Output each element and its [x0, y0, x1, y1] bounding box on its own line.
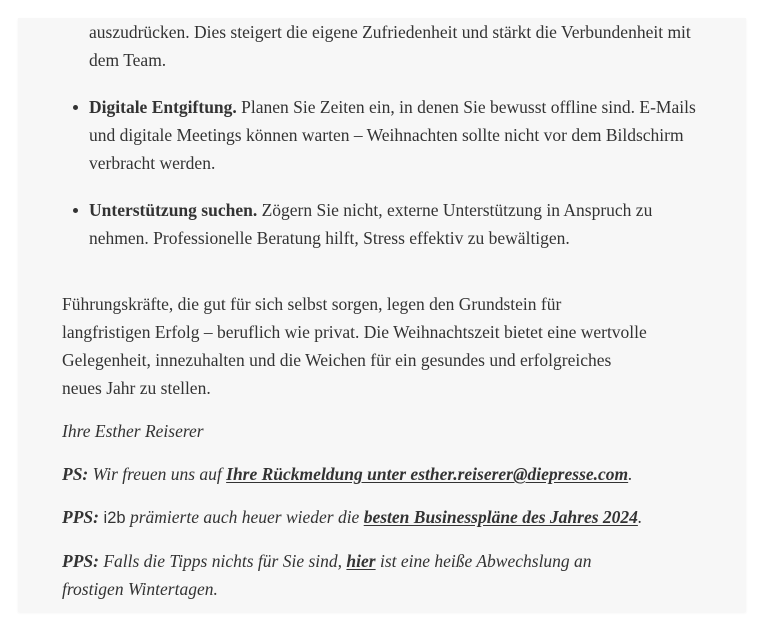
list-item	[62, 196, 702, 252]
summary-paragraph: Führungskräfte, die gut für sich selbst sorgen, legen den Grundstein für langfristigen Erfolg – beruflich wie privat. Die Weihnachtszeit bietet eine wertvolle Gelegenheit, innezuhalten und die Weichen für ein gesundes und erfolgreiches neues Jahr zu stellen.	[62, 294, 647, 398]
pps-end: ist eine heiße Abwechslung an frostigen Wintertagen.	[62, 551, 592, 599]
bullet-icon	[73, 208, 78, 213]
pps-text: Falls die Tipps nichts für Sie sind,	[98, 551, 347, 571]
list-item-text: Zögern Sie nicht, externe Unterstützung in Anspruch zu nehmen. Professionelle Beratung hilft, Stress effektiv zu bewältigen.	[89, 200, 653, 248]
pps-businessplans	[62, 503, 702, 532]
ps-label: PS:	[62, 464, 89, 484]
feedback-email-link[interactable]: Ihre Rückmeldung unter esther.reiserer@diepresse.com	[226, 464, 629, 484]
signature: Ihre Esther Reiserer	[62, 421, 204, 441]
pps-text: prämierte auch heuer wieder die	[125, 507, 364, 527]
list-item-heading: Digitale Entgiftung.	[89, 97, 237, 117]
pps-alternative	[62, 547, 652, 603]
ps-text: Wir freuen uns auf	[88, 464, 227, 484]
pps-label: PPS:	[62, 507, 99, 527]
tips-list	[62, 18, 702, 252]
ps-end: .	[628, 464, 633, 484]
article-card	[18, 18, 746, 612]
list-item-heading: Unterstützung suchen.	[89, 200, 258, 220]
businessplans-link[interactable]: besten Businesspläne des Jahres 2024	[363, 507, 638, 527]
article-content	[62, 18, 702, 603]
bullet-icon	[73, 105, 78, 110]
list-item	[62, 18, 702, 74]
list-item	[62, 93, 702, 177]
pps-end: .	[637, 507, 643, 527]
pps-label: PPS:	[62, 551, 99, 571]
list-item-text: Planen Sie Zeiten ein, in denen Sie bewusst offline sind. E-Mails und digitale Meetings können warten – Weihnachten sollte nicht vor dem Bildschirm verbracht werden.	[89, 97, 696, 173]
i2b-text: i2b	[98, 509, 126, 527]
list-item-text: auszudrücken. Dies steigert die eigene Zufriedenheit und stärkt die Verbundenheit mit dem Team.	[89, 22, 691, 70]
ps-feedback	[62, 460, 702, 488]
hier-link[interactable]: hier	[346, 551, 376, 571]
